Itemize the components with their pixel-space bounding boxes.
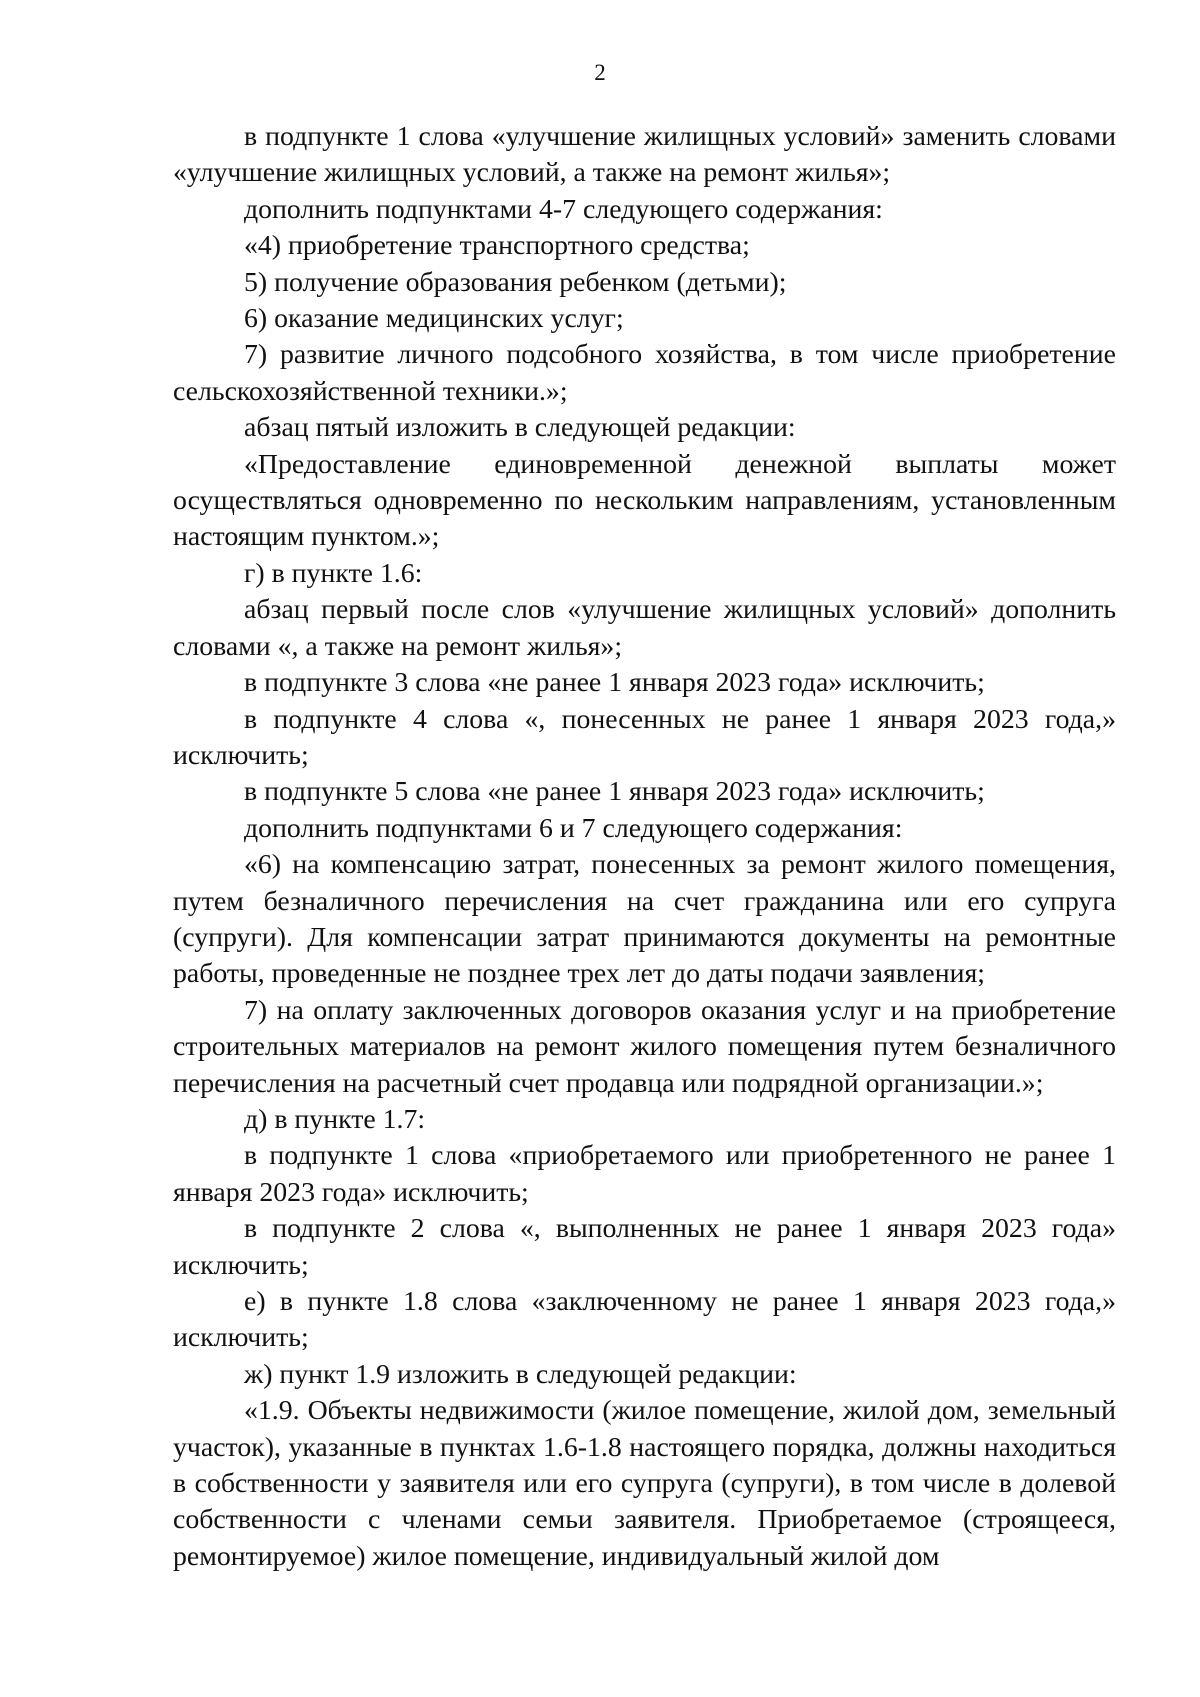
paragraph: в подпункте 2 слова «, выполненных не ранее 1 января 2023 года» исключить; [173, 1213, 1116, 1281]
paragraph: абзац первый после слов «улучшение жилищных условий» дополнить словами «, а также на ремонт жилья»; [173, 594, 1116, 662]
paragraph: 7) на оплату заключенных договоров оказания услуг и на приобретение строительных материалов на ремонт жилого помещения путем безналичного перечисления на расчетный счет продавца или подрядной организации.»; [173, 994, 1116, 1099]
paragraph: «Предоставление единовременной денежной выплаты может осуществляться одновременно по нескольким направлениям, установленным настоящим пунктом.»; [173, 448, 1116, 553]
paragraph: в подпункте 1 слова «приобретаемого или приобретенного не ранее 1 января 2023 года» исключить; [173, 1140, 1116, 1208]
paragraph: в подпункте 4 слова «, понесенных не ранее 1 января 2023 года,» исключить; [173, 703, 1116, 771]
paragraph: 5) получение образования ребенком (детьми); [244, 266, 787, 298]
paragraph: в подпункте 3 слова «не ранее 1 января 2023 года» исключить; [244, 667, 985, 699]
paragraph: дополнить подпунктами 6 и 7 следующего содержания: [244, 812, 903, 844]
paragraph: «6) на компенсацию затрат, понесенных за ремонт жилого помещения, путем безналичного перечисления на счет гражданина или его супруга (супруги). Для компенсации затрат принимаются документы на ремонтные работы, проведенные не позднее трех лет до даты подачи заявления; [173, 849, 1116, 990]
paragraph: абзац пятый изложить в следующей редакции: [244, 412, 796, 444]
paragraph: в подпункте 1 слова «улучшение жилищных условий» заменить словами «улучшение жилищных условий, а также на ремонт жилья»; [173, 121, 1116, 189]
paragraph: д) в пункте 1.7: [244, 1103, 426, 1135]
document-body [173, 119, 1116, 1575]
paragraph: ж) пункт 1.9 изложить в следующей редакции: [244, 1358, 797, 1390]
paragraph: в подпункте 5 слова «не ранее 1 января 2023 года» исключить; [244, 776, 985, 808]
page-number: 2 [594, 60, 606, 85]
paragraph: 6) оказание медицинских услуг; [244, 303, 624, 335]
paragraph: е) в пункте 1.8 слова «заключенному не ранее 1 января 2023 года,» исключить; [173, 1286, 1116, 1354]
paragraph: г) в пункте 1.6: [244, 557, 423, 589]
paragraph: «4) приобретение транспортного средства; [244, 230, 750, 262]
paragraph: «1.9. Объекты недвижимости (жилое помещение, жилой дом, земельный участок), указанные в пунктах 1.6-1.8 настоящего порядка, должны находиться в собственности у заявителя или его супруга (супруги), в том числе в долевой собственности с членами семьи заявителя. Приобретаемое (строящееся, ремонтируемое) жилое помещение, индивидуальный жилой дом [173, 1395, 1116, 1572]
paragraph: дополнить подпунктами 4-7 следующего содержания: [244, 193, 883, 225]
paragraph: 7) развитие личного подсобного хозяйства, в том числе приобретение сельскохозяйственной техники.»; [173, 339, 1116, 407]
